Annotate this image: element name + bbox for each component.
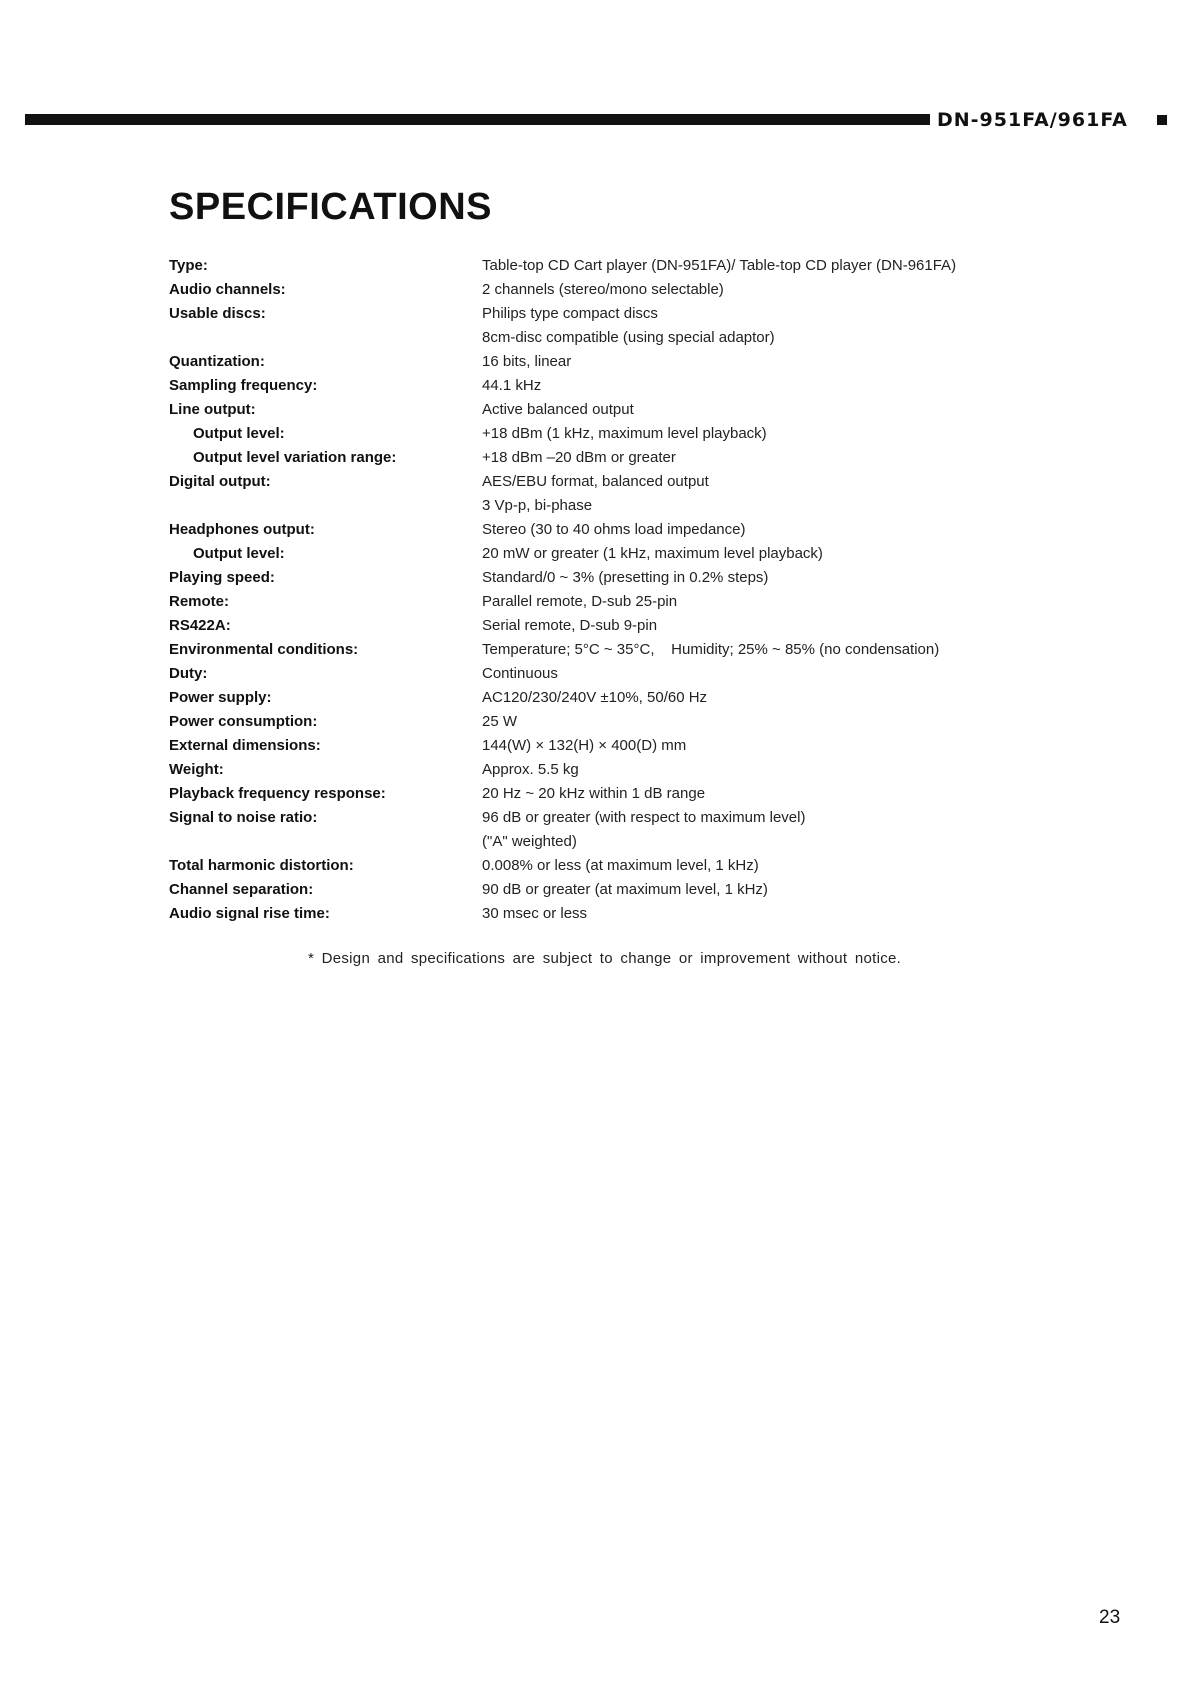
spec-value: 0.008% or less (at maximum level, 1 kHz) bbox=[482, 857, 759, 874]
spec-label: Output level: bbox=[193, 425, 285, 442]
spec-row-signal-to-noise-cont bbox=[169, 830, 1069, 854]
spec-value: 144(W) × 132(H) × 400(D) mm bbox=[482, 737, 687, 754]
spec-value: AC120/230/240V ±10%, 50/60 Hz bbox=[482, 689, 708, 706]
spec-label: Headphones output: bbox=[169, 521, 315, 538]
spec-row-output-level bbox=[169, 422, 1069, 446]
spec-label: Sampling frequency: bbox=[169, 377, 318, 394]
spec-label: Power consumption: bbox=[169, 713, 318, 730]
page-number: 23 bbox=[1099, 1607, 1121, 1628]
spec-row-digital-output bbox=[169, 470, 1069, 494]
spec-value: Active balanced output bbox=[482, 401, 634, 418]
spec-label: RS422A: bbox=[169, 617, 231, 634]
spec-row-remote bbox=[169, 590, 1069, 614]
spec-value: Standard/0 ~ 3% (presetting in 0.2% steps) bbox=[482, 569, 769, 586]
header-rule bbox=[25, 114, 930, 125]
spec-value: Approx. 5.5 kg bbox=[482, 761, 579, 778]
spec-value: 30 msec or less bbox=[482, 905, 588, 922]
spec-row-duty bbox=[169, 662, 1069, 686]
spec-row-headphones-output bbox=[169, 518, 1069, 542]
spec-value: 25 W bbox=[482, 713, 518, 730]
spec-label: Digital output: bbox=[169, 473, 271, 490]
spec-label: Line output: bbox=[169, 401, 256, 418]
spec-value: 16 bits, linear bbox=[482, 353, 572, 370]
spec-label: Environmental conditions: bbox=[169, 641, 359, 658]
spec-label: External dimensions: bbox=[169, 737, 321, 754]
spec-label: Type: bbox=[169, 257, 208, 274]
spec-row-external-dimensions bbox=[169, 734, 1069, 758]
spec-row-channel-separation bbox=[169, 878, 1069, 902]
spec-row-weight bbox=[169, 758, 1069, 782]
spec-row-quantization bbox=[169, 350, 1069, 374]
spec-footnote: * Design and specifications are subject to change or improvement without notice. bbox=[308, 950, 902, 967]
spec-row-audio-channels bbox=[169, 278, 1069, 302]
spec-label: Playing speed: bbox=[169, 569, 275, 586]
spec-row-sampling-frequency bbox=[169, 374, 1069, 398]
spec-row-output-level-variation bbox=[169, 446, 1069, 470]
spec-label: Audio signal rise time: bbox=[169, 905, 330, 922]
spec-row-power-consumption bbox=[169, 710, 1069, 734]
spec-value: 8cm-disc compatible (using special adaptor) bbox=[482, 329, 775, 346]
spec-label: Power supply: bbox=[169, 689, 272, 706]
spec-value: Continuous bbox=[482, 665, 558, 682]
spec-row-rise-time bbox=[169, 902, 1069, 926]
spec-row-type bbox=[169, 254, 1069, 278]
spec-label: Audio channels: bbox=[169, 281, 286, 298]
spec-label: Playback frequency response: bbox=[169, 785, 386, 802]
spec-value: Parallel remote, D-sub 25-pin bbox=[482, 593, 678, 610]
spec-value: +18 dBm –20 dBm or greater bbox=[482, 449, 676, 466]
spec-label: Channel separation: bbox=[169, 881, 314, 898]
spec-row-headphones-level bbox=[169, 542, 1069, 566]
spec-label: Output level: bbox=[193, 545, 285, 562]
page-title: SPECIFICATIONS bbox=[169, 186, 492, 228]
spec-row-playing-speed bbox=[169, 566, 1069, 590]
spec-table bbox=[169, 254, 1069, 926]
header-square-mark bbox=[1157, 115, 1167, 125]
model-header: DN-951FA/961FA bbox=[937, 109, 1128, 131]
spec-value: 3 Vp-p, bi-phase bbox=[482, 497, 593, 514]
spec-row-signal-to-noise bbox=[169, 806, 1069, 830]
spec-value: Philips type compact discs bbox=[482, 305, 658, 322]
spec-label: Quantization: bbox=[169, 353, 265, 370]
spec-value: ("A" weighted) bbox=[482, 833, 577, 850]
spec-label: Weight: bbox=[169, 761, 224, 778]
spec-value: 44.1 kHz bbox=[482, 377, 542, 394]
spec-value: 90 dB or greater (at maximum level, 1 kHz) bbox=[482, 881, 768, 898]
spec-row-line-output bbox=[169, 398, 1069, 422]
spec-row-usable-discs bbox=[169, 302, 1069, 326]
spec-row-usable-discs-cont bbox=[169, 326, 1069, 350]
spec-row-environmental bbox=[169, 638, 1069, 662]
spec-label: Output level variation range: bbox=[193, 449, 397, 466]
spec-label: Usable discs: bbox=[169, 305, 266, 322]
spec-value: AES/EBU format, balanced output bbox=[482, 473, 709, 490]
spec-row-power-supply bbox=[169, 686, 1069, 710]
spec-label: Remote: bbox=[169, 593, 230, 610]
spec-label: Signal to noise ratio: bbox=[169, 809, 318, 826]
spec-row-frequency-response bbox=[169, 782, 1069, 806]
spec-label: Total harmonic distortion: bbox=[169, 857, 354, 874]
spec-value: Table-top CD Cart player (DN-951FA)/ Table-top CD player (DN-961FA) bbox=[482, 257, 957, 274]
spec-value: +18 dBm (1 kHz, maximum level playback) bbox=[482, 425, 767, 442]
spec-row-digital-output-cont bbox=[169, 494, 1069, 518]
spec-value: 96 dB or greater (with respect to maximum level) bbox=[482, 809, 806, 826]
spec-value: Temperature; 5°C ~ 35°C, Humidity; 25% ~ 85% (no condensation) bbox=[482, 641, 940, 658]
spec-row-thd bbox=[169, 854, 1069, 878]
spec-value: 20 mW or greater (1 kHz, maximum level playback) bbox=[482, 545, 823, 562]
spec-value: Stereo (30 to 40 ohms load impedance) bbox=[482, 521, 746, 538]
spec-value: Serial remote, D-sub 9-pin bbox=[482, 617, 658, 634]
spec-value: 2 channels (stereo/mono selectable) bbox=[482, 281, 724, 298]
spec-label: Duty: bbox=[169, 665, 208, 682]
spec-row-rs422a bbox=[169, 614, 1069, 638]
spec-value: 20 Hz ~ 20 kHz within 1 dB range bbox=[482, 785, 706, 802]
